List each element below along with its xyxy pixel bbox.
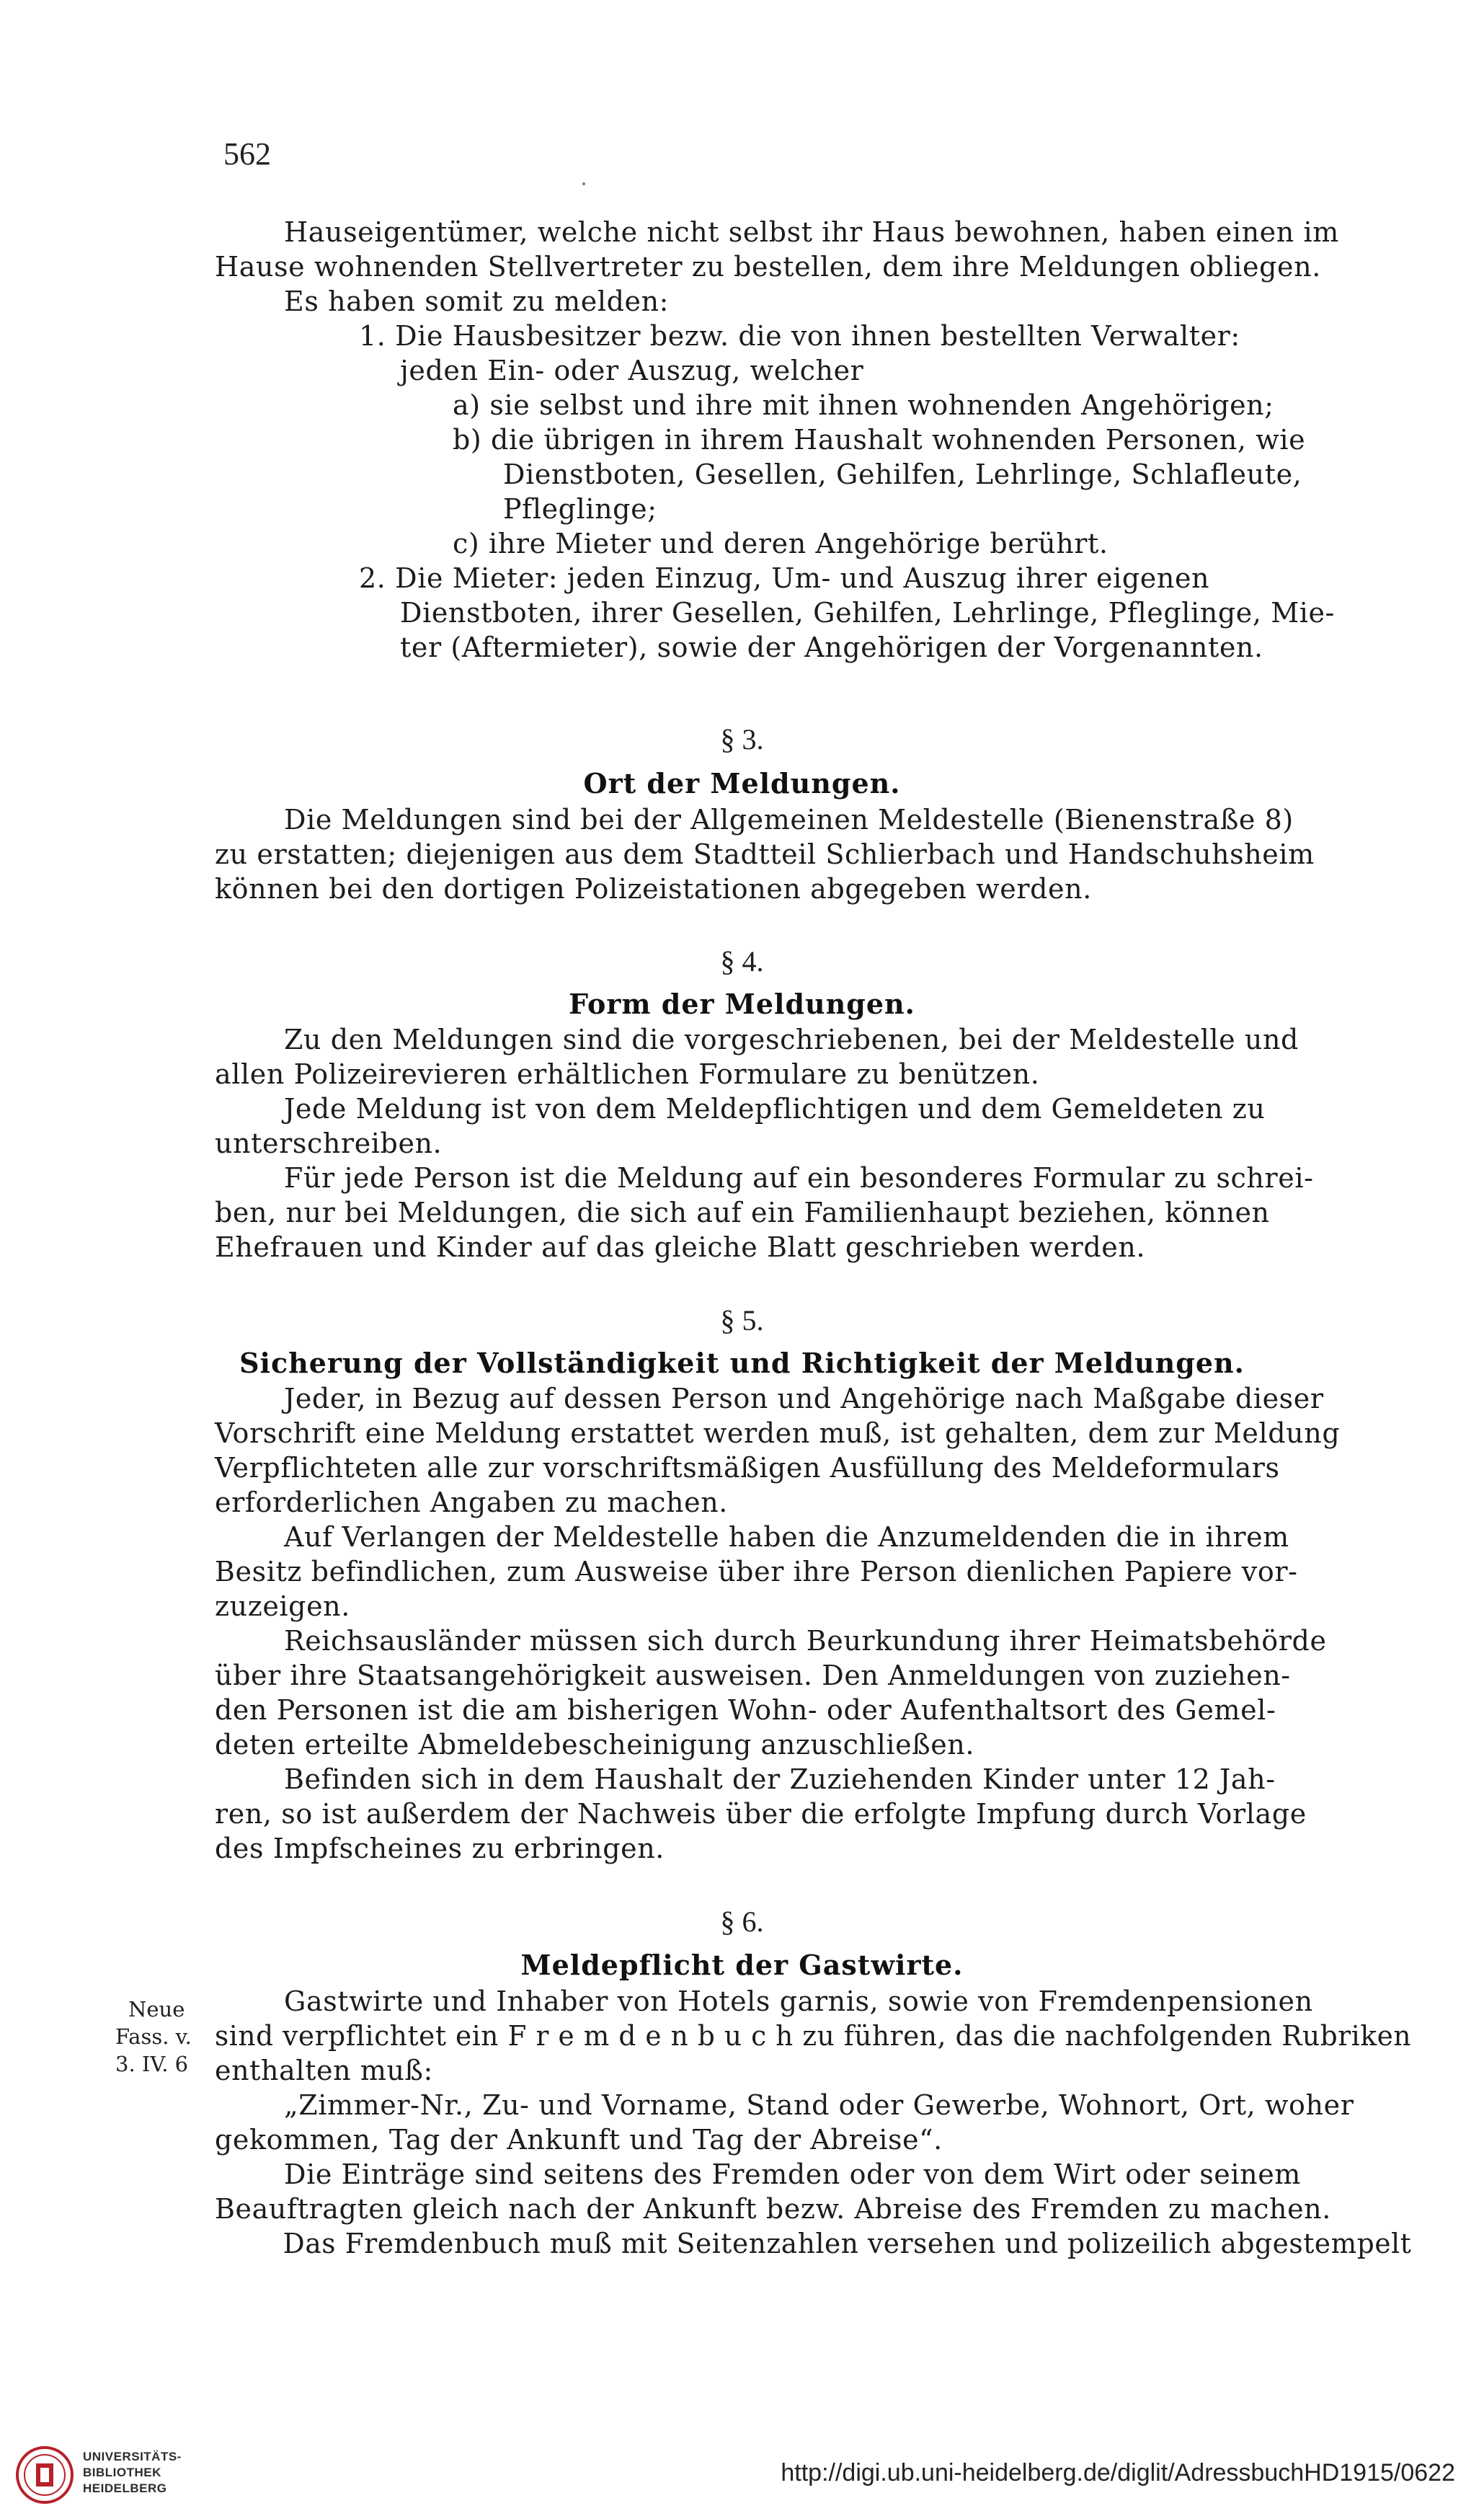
- text-line: Vorschrift eine Meldung erstattet werden muß, ist gehalten, dem zur Meldung: [215, 1417, 1341, 1449]
- text-line: enthalten muß:: [215, 2055, 433, 2086]
- section-body: [215, 1381, 1411, 1866]
- section-heading: Sicherung der Vollständigkeit und Richtigkeit der Meldungen.: [239, 1347, 1245, 1379]
- section-body: [215, 1022, 1411, 1265]
- section-heading: Meldepflicht der Gastwirte.: [520, 1949, 964, 1981]
- text-line: über ihre Staatsangehörigkeit ausweisen. Den Anmeldungen von zuziehen-: [215, 1660, 1291, 1691]
- text-line: ben, nur bei Meldungen, die sich auf ein Familienhaupt beziehen, können: [215, 1197, 1270, 1228]
- scan-speck: [582, 182, 585, 185]
- text-line: deten erteilte Abmeldebescheinigung anzuschließen.: [215, 1729, 975, 1761]
- section-heading: Ort der Meldungen.: [583, 767, 901, 800]
- list-item-1: 1. Die Hausbesitzer bezw. die von ihnen bestellten Verwalter:: [359, 320, 1240, 352]
- list-item-2: 2. Die Mieter: jeden Einzug, Um- und Auszug ihrer eigenen: [359, 562, 1210, 594]
- list-subitem-a: a) sie selbst und ihre mit ihnen wohnenden Angehörigen;: [453, 389, 1274, 421]
- list-subitem-c: c) ihre Mieter und deren Angehörige berührt.: [453, 528, 1108, 559]
- section-body: [215, 1984, 1411, 2261]
- text-line: Pfleglinge;: [503, 493, 657, 525]
- text-line: unterschreiben.: [215, 1128, 443, 1159]
- section-number: § 3.: [720, 723, 764, 756]
- text-line: gekommen, Tag der Ankunft und Tag der Abreise“.: [215, 2124, 943, 2156]
- text-line: jeden Ein- oder Auszug, welcher: [400, 355, 864, 386]
- text-line: sind verpflichtet ein F r e m d e n b u c h zu führen, das die nachfolgenden Rubriken: [215, 2020, 1412, 2052]
- text-line: Die Einträge sind seitens des Fremden oder von dem Wirt oder seinem: [284, 2158, 1301, 2190]
- intro-block: [215, 215, 1411, 665]
- text-line: Dienstboten, ihrer Gesellen, Gehilfen, Lehrlinge, Pfleglinge, Mie-: [400, 597, 1335, 629]
- text-line: Besitz befindlichen, zum Ausweise über ihre Person dienlichen Papiere vor-: [215, 1556, 1298, 1587]
- text-line: Reichsausländer müssen sich durch Beurkundung ihrer Heimatsbehörde: [284, 1625, 1327, 1657]
- text-line: Die Meldungen sind bei der Allgemeinen Meldestelle (Bienenstraße 8): [284, 804, 1294, 836]
- footer: [0, 2440, 1484, 2511]
- text-line: Das Fremdenbuch muß mit Seitenzahlen versehen und polizeilich abgestempelt: [283, 2228, 1412, 2259]
- section-body: [215, 802, 1411, 906]
- section-number: § 5.: [720, 1304, 764, 1337]
- text-line: Jede Meldung ist von dem Meldepflichtigen und dem Gemeldeten zu: [284, 1093, 1266, 1125]
- section-number: § 4.: [720, 945, 764, 978]
- text-line: Zu den Meldungen sind die vorgeschriebenen, bei der Meldestelle und: [284, 1024, 1299, 1055]
- section-heading: Form der Meldungen.: [569, 988, 915, 1020]
- text-line: Hauseigentümer, welche nicht selbst ihr Haus bewohnen, haben einen im: [284, 216, 1339, 248]
- text-line: Beauftragten gleich nach der Ankunft bezw. Abreise des Fremden zu machen.: [215, 2193, 1331, 2225]
- text-line: zu erstatten; diejenigen aus dem Stadtteil Schlierbach und Handschuhsheim: [215, 838, 1315, 870]
- text-line: des Impfscheines zu erbringen.: [215, 1833, 665, 1864]
- margin-note: [86, 1996, 202, 2078]
- text-line: ren, so ist außerdem der Nachweis über die erfolgte Impfung durch Vorlage: [215, 1798, 1307, 1830]
- text-line: Verpflichteten alle zur vorschriftsmäßigen Ausfüllung des Meldeformulars: [215, 1452, 1280, 1484]
- text-line: Dienstboten, Gesellen, Gehilfen, Lehrlinge, Schlafleute,: [503, 459, 1302, 490]
- text-line: den Personen ist die am bisherigen Wohn- oder Aufenthaltsort des Gemel-: [215, 1694, 1276, 1726]
- text-line: Befinden sich in dem Haushalt der Zuziehenden Kinder unter 12 Jah-: [284, 1763, 1276, 1795]
- text-line: können bei den dortigen Polizeistationen abgegeben werden.: [215, 873, 1092, 905]
- text-line: Ehefrauen und Kinder auf das gleiche Blatt geschrieben werden.: [215, 1231, 1146, 1263]
- text-line: Es haben somit zu melden:: [284, 285, 670, 317]
- text-line: Auf Verlangen der Meldestelle haben die Anzumeldenden die in ihrem: [284, 1521, 1289, 1553]
- text-line: Hause wohnenden Stellvertreter zu bestellen, dem ihre Meldungen obliegen.: [215, 251, 1321, 283]
- logo-text: [83, 2449, 182, 2497]
- text-line: Gastwirte und Inhaber von Hotels garnis, sowie von Fremdenpensionen: [284, 1985, 1313, 2017]
- logo-text-line: HEIDELBERG: [83, 2481, 167, 2495]
- text-line: zuzeigen.: [215, 1590, 350, 1622]
- margin-note-line: Fass. v.: [115, 2024, 192, 2049]
- text-line: ter (Aftermieter), sowie der Angehörigen der Vorgenannten.: [400, 632, 1263, 663]
- text-line: erforderlichen Angaben zu machen.: [215, 1487, 728, 1518]
- text-line: Jeder, in Bezug auf dessen Person und Angehörige nach Maßgabe dieser: [284, 1383, 1324, 1414]
- library-logo: [14, 2440, 187, 2505]
- logo-text-line: BIBLIOTHEK: [83, 2466, 161, 2479]
- margin-note-line: 3. IV. 6: [115, 2052, 189, 2076]
- margin-note-line: Neue: [128, 1997, 185, 2021]
- text-line: „Zimmer-Nr., Zu- und Vorname, Stand oder Gewerbe, Wohnort, Ort, woher: [284, 2089, 1354, 2121]
- list-subitem-b: b) die übrigen in ihrem Haushalt wohnenden Personen, wie: [453, 424, 1306, 456]
- text-line: Für jede Person ist die Meldung auf ein besonderes Formular zu schrei-: [284, 1162, 1314, 1194]
- text-line: allen Polizeirevieren erhältlichen Formulare zu benützen.: [215, 1058, 1040, 1090]
- section-number: § 6.: [720, 1905, 764, 1938]
- logo-text-line: UNIVERSITÄTS-: [83, 2450, 182, 2463]
- page-number: 562: [223, 136, 271, 172]
- source-url[interactable]: http://digi.ub.uni-heidelberg.de/diglit/AdressbuchHD1915/0622: [781, 2459, 1455, 2486]
- seal-icon: [14, 2445, 75, 2505]
